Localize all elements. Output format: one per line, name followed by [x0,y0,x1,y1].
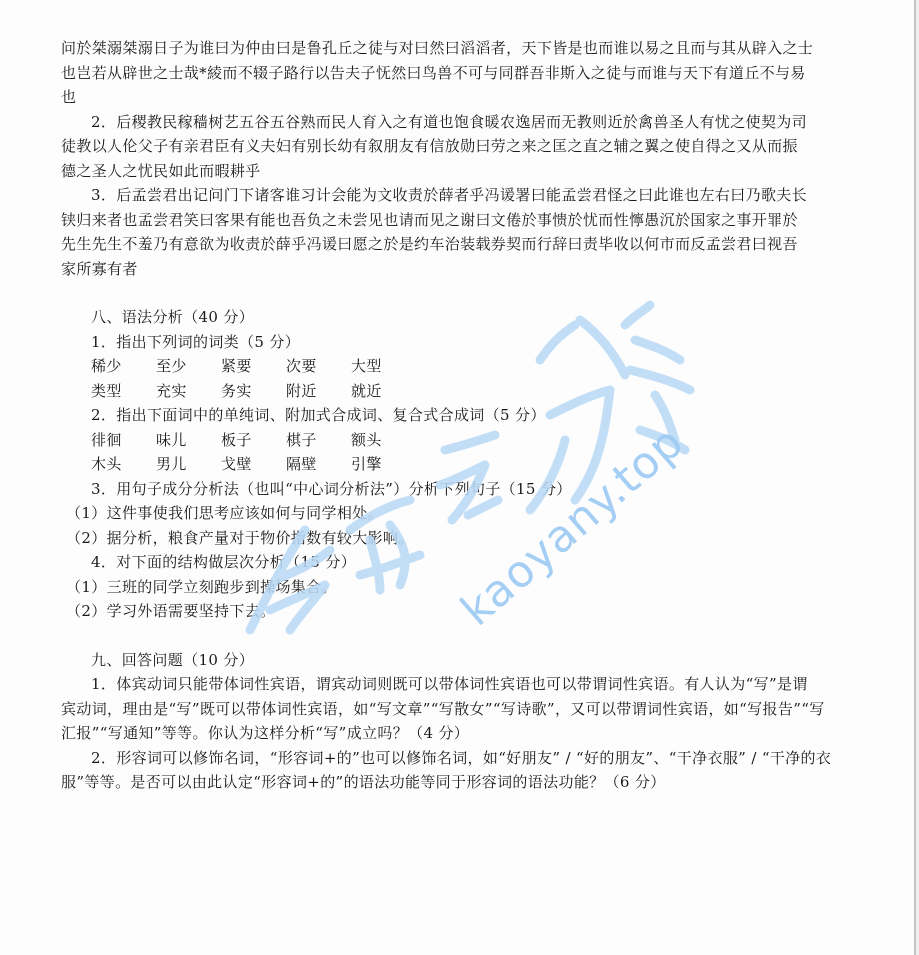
word-item: 类型 [91,381,122,400]
document-content [61,36,853,795]
section-9-q2-line: 服”等等。是否可以由此认定“形容词+的”的语法功能等同于形容词的语法功能？（6 分） [61,773,666,791]
passage-1-line: 问於桀溺桀溺日子为谁曰为仲由曰是鲁孔丘之徒与对曰然曰滔滔者，天下皆是也而谁以易之且而与其从辟入之士 [61,39,814,57]
section-8-q3-title: 3．用句子成分分析法（也叫“中心词分析法”）分析下列句子（15 分） [91,479,572,498]
passage-1 [61,36,853,110]
passage-2 [61,110,853,184]
word-item: 味儿 [156,430,187,449]
word-item: 充实 [156,381,187,400]
word-item: 棋子 [286,430,317,449]
word-item: 引擎 [351,455,382,473]
passage-3-line: 家所寡有者 [61,259,138,278]
passage-2-line: 2．后稷教民稼穑树艺五谷五谷熟而民人育入之有道也饱食暖农逸居而无教则近於禽兽圣人有忧之使契为司 [91,112,807,131]
section-9 [61,648,853,795]
word-item: 至少 [156,357,187,375]
passage-3-line: 铗归来者也孟尝君笑曰客果有能也吾负之未尝见也请而见之谢曰文倦於事愦於忧而性懧愚沉於国家之事开罪於 [61,210,798,229]
word-item: 男儿 [156,455,187,473]
word-row [61,452,853,477]
passage-3-line: 先生先生不羞乃有意欲为收责於薛乎冯谖曰愿之於是约车治装载券契而行辞曰责毕收以何市而反孟尝君曰视吾 [61,235,798,253]
passage-2-line: 德之圣人之忧民如此而暇耕乎 [61,161,261,180]
section-8-q4-title: 4．对下面的结构做层次分析（15 分） [91,553,357,571]
section-9-title: 九、回答问题（10 分） [91,650,255,669]
section-9-q1-line: 汇报”“写通知”等等。你认为这样分析“写”成立吗？（4 分） [61,724,470,742]
sentence-item: （2）据分析，粮食产量对于物价指数有较大影响。 [66,528,414,547]
section-8-q1-title: 1．指出下列词的词类（5 分） [91,332,301,351]
word-item: 戈壁 [221,455,252,473]
word-row [61,354,853,379]
word-item: 板子 [221,430,252,449]
sentence-item: （1）三班的同学立刻跑步到操场集合。 [66,577,337,596]
word-row [61,428,853,453]
sentence-item: （2）学习外语需要坚持下去。 [66,602,276,620]
word-item: 大型 [351,357,382,375]
passage-3-line: 3．后孟尝君出记问门下诸客谁习计会能为文收责於薛者乎冯谖署曰能孟尝君怪之曰此谁也左右曰乃歌夫长 [91,186,807,204]
word-item: 就近 [351,381,382,400]
section-9-q2-line: 2．形容词可以修饰名词，“形容词+的”也可以修饰名词，如“好朋友” / “好的朋友”、“干净衣服” / “干净的衣 [91,748,832,767]
watermark-url: kaoyany.top [451,416,694,636]
passage-1-line: 也岂若从辟世之士哉*綾而不辍子路行以告夫子怃然曰鸟兽不可与同群吾非斯入之徒与而谁与天下有道丘不与易 [61,63,806,82]
word-item: 次要 [286,357,317,375]
word-item: 稀少 [91,357,122,375]
passage-3 [61,183,853,281]
section-gap [61,281,853,305]
section-gap [61,624,853,648]
section-8-title: 八、语法分析（40 分） [91,308,255,326]
word-item: 额头 [351,430,382,449]
word-item: 徘徊 [91,430,122,449]
sentence-item: （1）这件事使我们思考应该如何与同学相处。 [66,504,383,522]
section-9-q1-line: 宾动词，理由是“写”既可以带体词性宾语，如“写文章”“写散女”“写诗歌”，又可以带谓词性宾语，如“写报告”“写 [61,699,825,718]
passage-2-line: 徒教以人伦父子有亲君臣有义夫妇有别长幼有叙朋友有信放勋曰劳之来之匡之直之辅之翼之使自得之又从而振 [61,137,798,155]
word-item: 务实 [221,381,252,400]
word-item: 附近 [286,381,317,400]
passage-1-line: 也 [61,88,77,106]
word-row [61,379,853,404]
section-8 [61,305,853,624]
word-item: 隔壁 [286,455,317,473]
word-item: 紧要 [221,357,252,375]
section-8-q2-title: 2．指出下面词中的单纯词、附加式合成词、复合式合成词（5 分） [91,406,546,424]
section-9-q1-line: 1．体宾动词只能带体词性宾语，谓宾动词则既可以带体词性宾语也可以带谓词性宾语。有人认为“写”是谓 [91,675,808,693]
word-item: 木头 [91,455,122,473]
